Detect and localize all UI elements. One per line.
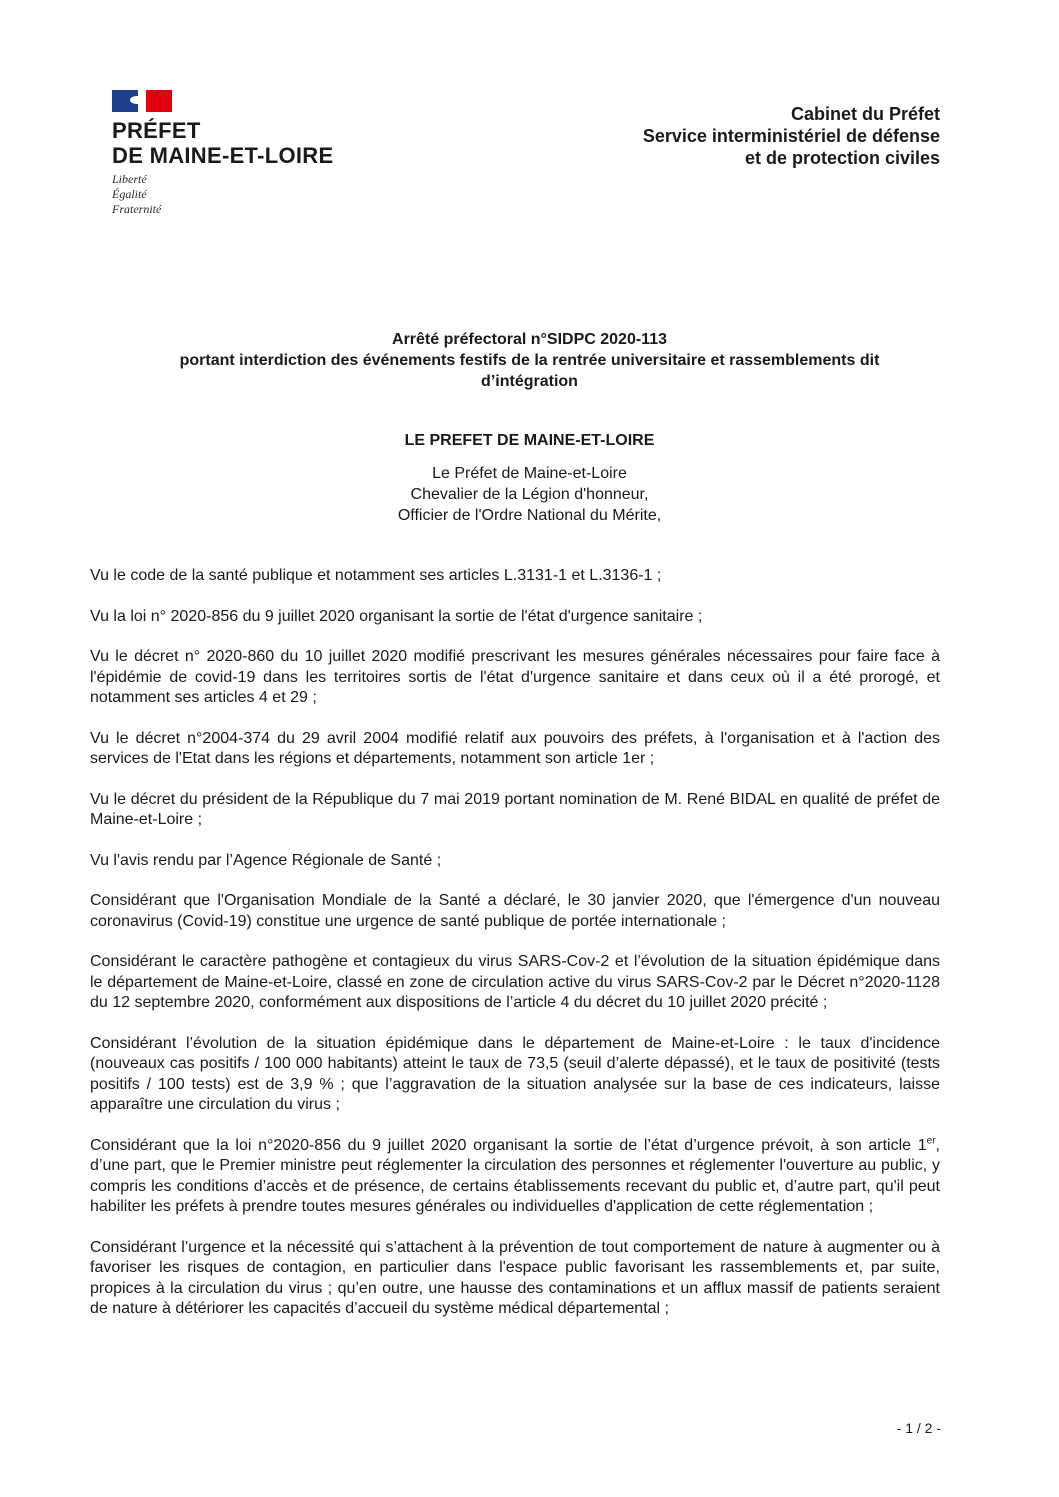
republic-motto: Liberté Égalité Fraternité	[112, 172, 162, 216]
paragraph-vu-decret-2020-860: Vu le décret n° 2020-860 du 10 juillet 2020 modifié prescrivant les mesures générales nécessaires pour faire face à l'épidémie de covid-19 dans les territoires sortis de l'état d'urgence sanitaire et dans ceux où il a été prorogé, et notamment ses articles 4 et 29 ;	[90, 648, 940, 706]
paragraph-considerant-loi: Considérant que la loi n°2020-856 du 9 juillet 2020 organisant la sortie de l’état d’urgence prévoit, à son article 1er, d’une part, que le Premier ministre peut réglementer la circulation des personnes et réglementer l'ouverture au public, y compris les conditions d’accès et de présence, de certains établissements recevant du public et, d’autre part, qu'il peut habiliter les préfets à prendre toutes mesures générales ou individuelles d'application de cette réglementation ;	[90, 1135, 940, 1215]
prefecture-logo	[112, 90, 333, 217]
page-number: - 1 / 2 -	[896, 1420, 941, 1436]
paragraph-considerant-oms: Considérant que l'Organisation Mondiale de la Santé a déclaré, le 30 janvier 2020, que l'émergence d'un nouveau coronavirus (Covid-19) constitue une urgence de santé publique de portée internationale ;	[90, 892, 940, 930]
decree-body	[90, 566, 940, 1340]
issuing-office: Cabinet du Préfet Service interministériel de défense et de protection civiles	[642, 104, 940, 168]
paragraph-vu-code: Vu le code de la santé publique et notamment ses articles L.3131-1 et L.3136-1 ;	[90, 567, 662, 584]
paragraph-considerant-urgence: Considérant l’urgence et la nécessité qui s’attachent à la prévention de tout comportement de nature à augmenter ou à favoriser les risques de contagion, en particulier dans l'espace public favorisant les rassemblements et, par suite, propices à la circulation du virus ; qu’en outre, une hausse des contaminations et un afflux massif de patients seraient de nature à détériorer les capacités d’accueil du système médical départemental ;	[90, 1238, 940, 1317]
paragraph-vu-loi: Vu la loi n° 2020-856 du 9 juillet 2020 organisant la sortie de l'état d'urgence sanitaire ;	[90, 607, 703, 625]
marianne-flag-icon	[112, 90, 172, 112]
paragraph-considerant-virus: Considérant le caractère pathogène et contagieux du virus SARS-Cov-2 et l’évolution de la situation épidémique dans le département de Maine-et-Loire, classé en zone de circulation active du virus SARS-Cov-2 par le Décret n°2020-1128 du 12 septembre 2020, conformément aux dispositions de l’article 4 du décret du 10 juillet 2020 précité ;	[90, 953, 940, 1011]
prefet-titles: Le Préfet de Maine-et-Loire Chevalier de la Légion d'honneur, Officier de l'Ordre National du Mérite,	[397, 465, 662, 524]
paragraph-considerant-situation: Considérant l’évolution de la situation épidémique dans le département de Maine-et-Loire : le taux d'incidence (nouveaux cas positifs / 100 000 habitants) atteint le taux de 73,5 (seuil d’alerte dépassé), et le taux de positivité (tests positifs / 100 tests) est de 3,9 % ; que l’aggravation de la situation analysée sur la base de ces indicateurs, laisse apparaître une circulation du virus ;	[90, 1034, 940, 1113]
paragraph-vu-decret-2004-374: Vu le décret n°2004-374 du 29 avril 2004 modifié relatif aux pouvoirs des préfets, à l'organisation et à l'action des services de l'Etat dans les régions et départements, notamment son article 1er ;	[90, 729, 940, 767]
logo-title: PRÉFET DE MAINE-ET-LOIRE	[112, 118, 334, 168]
prefet-heading: LE PREFET DE MAINE-ET-LOIRE	[404, 432, 655, 449]
paragraph-vu-decret-nomination: Vu le décret du président de la République du 7 mai 2019 portant nomination de M. René BIDAL en qualité de préfet de Maine-et-Loire ;	[90, 790, 940, 828]
paragraph-vu-avis: Vu l'avis rendu par l’Agence Régionale de Santé ;	[90, 851, 442, 869]
decree-title: Arrêté préfectoral n°SIDPC 2020-113 portant interdiction des événements festifs de la rentrée universitaire et rassemblements dit d’intégration	[179, 331, 880, 390]
